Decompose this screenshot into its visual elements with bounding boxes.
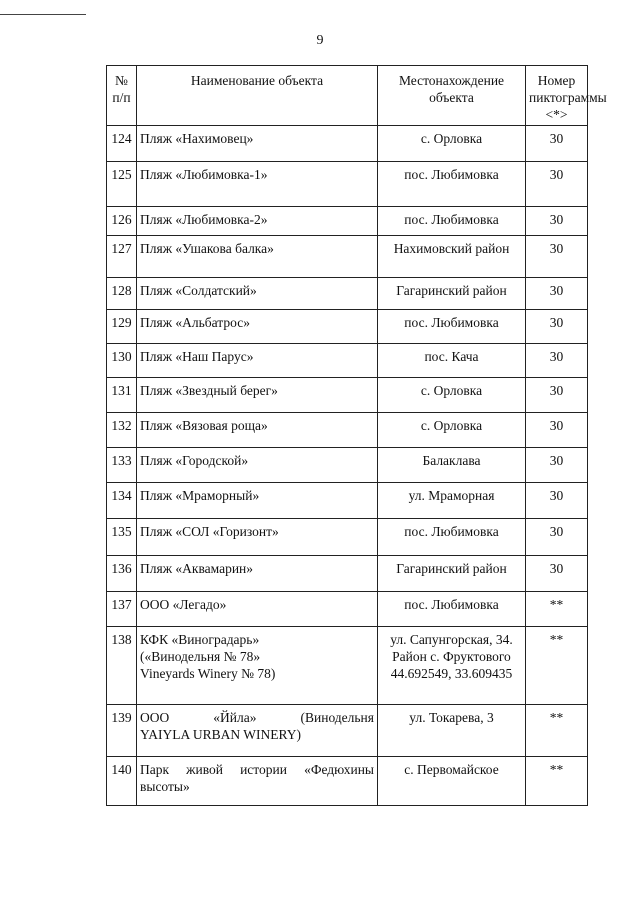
row-name: Пляж «Солдатский» bbox=[137, 278, 378, 310]
row-num: 137 bbox=[107, 592, 137, 627]
row-pictogram: ** bbox=[526, 592, 588, 627]
table-row bbox=[107, 705, 588, 757]
header-name: Наименование объекта bbox=[137, 66, 378, 126]
row-location-line: 44.692549, 33.609435 bbox=[390, 666, 513, 681]
row-name: Пляж «Городской» bbox=[137, 448, 378, 483]
row-pictogram: ** bbox=[526, 627, 588, 705]
row-num: 139 bbox=[107, 705, 137, 757]
row-num: 130 bbox=[107, 344, 137, 378]
table-row bbox=[107, 344, 588, 378]
row-location: Нахимовский район bbox=[378, 236, 526, 278]
row-name-line: высоты» bbox=[140, 779, 190, 794]
row-location: с. Первомайское bbox=[378, 757, 526, 806]
row-num: 125 bbox=[107, 162, 137, 207]
row-name: Пляж «Наш Парус» bbox=[137, 344, 378, 378]
row-num: 133 bbox=[107, 448, 137, 483]
row-pictogram: 30 bbox=[526, 126, 588, 162]
row-name: Пляж «СОЛ «Горизонт» bbox=[137, 519, 378, 556]
row-name: Пляж «Альбатрос» bbox=[137, 310, 378, 344]
row-name-line: («Винодельня № 78» bbox=[140, 649, 261, 664]
row-location: ул. Мраморная bbox=[378, 483, 526, 519]
row-pictogram: 30 bbox=[526, 162, 588, 207]
row-location: пос. Любимовка bbox=[378, 592, 526, 627]
table-header-row bbox=[107, 66, 588, 126]
row-num: 126 bbox=[107, 207, 137, 236]
row-location: с. Орловка bbox=[378, 413, 526, 448]
row-pictogram: 30 bbox=[526, 344, 588, 378]
row-name-line: Vineyards Winery № 78) bbox=[140, 666, 276, 681]
row-location: с. Орловка bbox=[378, 378, 526, 413]
row-name: Пляж «Звездный берег» bbox=[137, 378, 378, 413]
table-row bbox=[107, 519, 588, 556]
row-pictogram: 30 bbox=[526, 278, 588, 310]
row-name: Пляж «Любимовка-2» bbox=[137, 207, 378, 236]
row-location-line: ул. Сапунгорская, 34. bbox=[390, 632, 513, 647]
top-rule bbox=[0, 14, 86, 15]
row-pictogram: 30 bbox=[526, 378, 588, 413]
row-name-line: Парк живой истории «Федюхины bbox=[140, 762, 374, 777]
row-name-line: YAIYLA URBAN WINERY) bbox=[140, 727, 301, 742]
row-num: 138 bbox=[107, 627, 137, 705]
table-row bbox=[107, 162, 588, 207]
row-location: Гагаринский район bbox=[378, 278, 526, 310]
table-row bbox=[107, 592, 588, 627]
row-location: пос. Кача bbox=[378, 344, 526, 378]
header-pictogram: Номер пиктограммы <*> bbox=[526, 66, 588, 126]
table-row bbox=[107, 627, 588, 705]
row-pictogram: ** bbox=[526, 705, 588, 757]
row-pictogram: 30 bbox=[526, 236, 588, 278]
header-location: Местонахождение объекта bbox=[378, 66, 526, 126]
table-row bbox=[107, 207, 588, 236]
table-row bbox=[107, 236, 588, 278]
table-row bbox=[107, 483, 588, 519]
row-location bbox=[378, 627, 526, 705]
table-row bbox=[107, 126, 588, 162]
row-num: 132 bbox=[107, 413, 137, 448]
row-name: ООО «Легадо» bbox=[137, 592, 378, 627]
row-pictogram: 30 bbox=[526, 483, 588, 519]
row-location: пос. Любимовка bbox=[378, 162, 526, 207]
row-num: 140 bbox=[107, 757, 137, 806]
row-name: Пляж «Ушакова балка» bbox=[137, 236, 378, 278]
row-pictogram: 30 bbox=[526, 207, 588, 236]
row-location: пос. Любимовка bbox=[378, 207, 526, 236]
row-location-line: Район с. Фруктового bbox=[392, 649, 511, 664]
row-num: 129 bbox=[107, 310, 137, 344]
table-row bbox=[107, 413, 588, 448]
table-row bbox=[107, 448, 588, 483]
row-num: 136 bbox=[107, 556, 137, 592]
table-row bbox=[107, 310, 588, 344]
row-name-line: ООО «Ййла» (Винодельня bbox=[140, 710, 374, 725]
row-num: 135 bbox=[107, 519, 137, 556]
row-name bbox=[137, 705, 378, 757]
row-num: 128 bbox=[107, 278, 137, 310]
row-pictogram: 30 bbox=[526, 448, 588, 483]
row-location: с. Орловка bbox=[378, 126, 526, 162]
objects-table bbox=[106, 65, 607, 806]
page-number: 9 bbox=[316, 33, 324, 48]
row-name: Пляж «Мраморный» bbox=[137, 483, 378, 519]
row-location: Гагаринский район bbox=[378, 556, 526, 592]
row-pictogram: ** bbox=[526, 757, 588, 806]
row-name: Пляж «Нахимовец» bbox=[137, 126, 378, 162]
row-pictogram: 30 bbox=[526, 310, 588, 344]
table-row bbox=[107, 556, 588, 592]
row-name: Пляж «Аквамарин» bbox=[137, 556, 378, 592]
row-pictogram: 30 bbox=[526, 556, 588, 592]
row-name: Пляж «Вязовая роща» bbox=[137, 413, 378, 448]
table-row bbox=[107, 757, 588, 806]
row-pictogram: 30 bbox=[526, 413, 588, 448]
row-location: ул. Токарева, 3 bbox=[378, 705, 526, 757]
row-name: Пляж «Любимовка-1» bbox=[137, 162, 378, 207]
row-num: 134 bbox=[107, 483, 137, 519]
row-location: пос. Любимовка bbox=[378, 519, 526, 556]
header-num: № п/п bbox=[107, 66, 137, 126]
table-row bbox=[107, 278, 588, 310]
row-num: 131 bbox=[107, 378, 137, 413]
row-name-line: КФК «Виноградарь» bbox=[140, 632, 260, 647]
row-num: 124 bbox=[107, 126, 137, 162]
table-row bbox=[107, 378, 588, 413]
row-num: 127 bbox=[107, 236, 137, 278]
row-location: пос. Любимовка bbox=[378, 310, 526, 344]
row-location: Балаклава bbox=[378, 448, 526, 483]
row-name bbox=[137, 627, 378, 705]
row-name bbox=[137, 757, 378, 806]
row-pictogram: 30 bbox=[526, 519, 588, 556]
